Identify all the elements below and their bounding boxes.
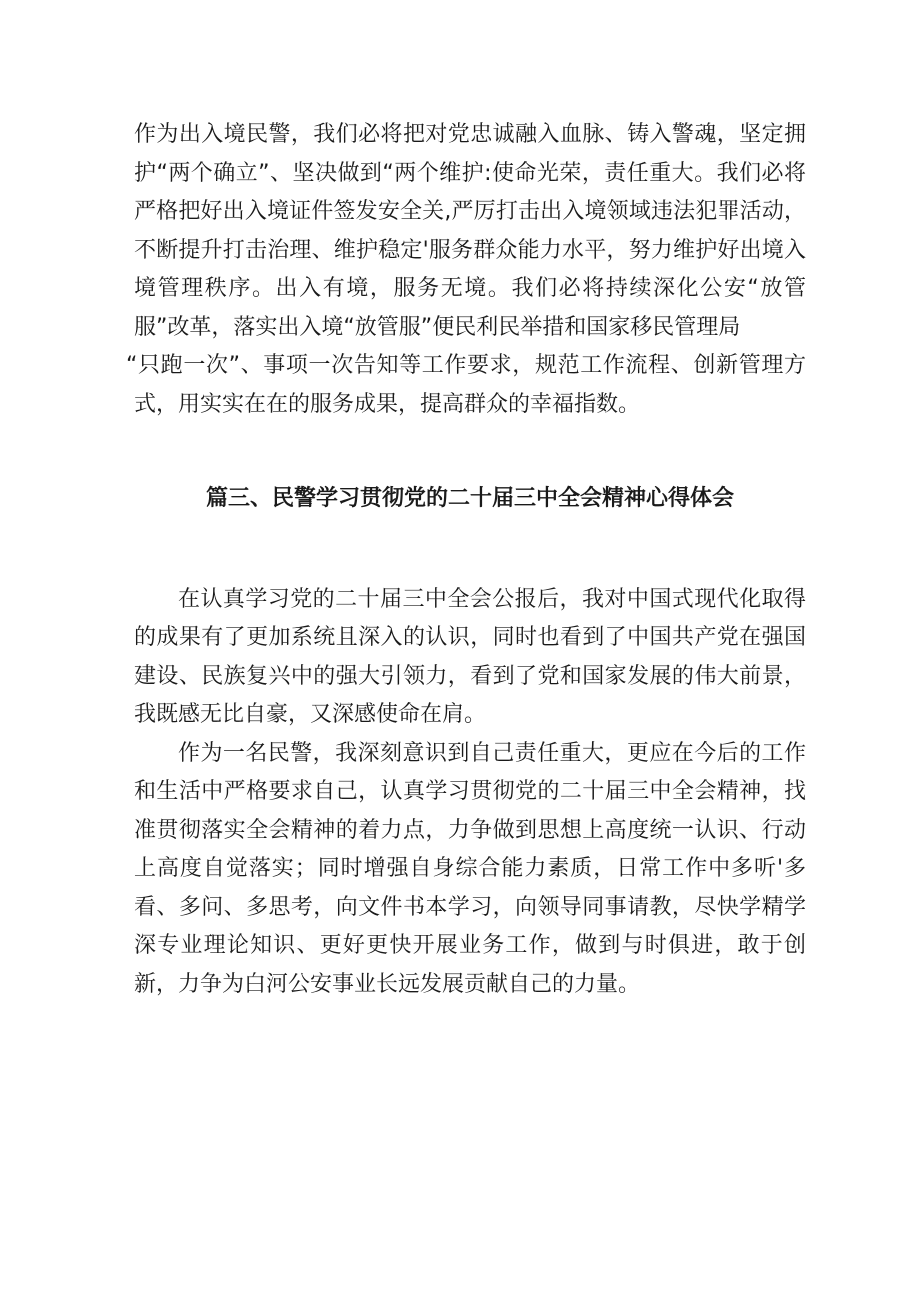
paragraph-police-responsibility: 作为一名民警，我深刻意识到自己责任重大，更应在今后的工作和生活中严格要求自己，认真学习贯彻党的二十届三中全会精神，找准贯彻落实全会精神的着力点，力争做到思想上高度统一认识、行动上高度自觉落实；同时增强自身综合能力素质，日常工作中多听'多看、多问、多思考，向文件书本学习，向领导同事请教，尽快学精学深专业理论知识、更好更快开展业务工作，做到与时俱进，敢于创新，力争为白河公安事业长远发展贡献自己的力量。 — [134, 740, 806, 997]
section-heading: 篇三、民警学习贯彻党的二十届三中全会精神心得体会 — [205, 486, 734, 511]
paragraph-only-run-once: “只跑一次”、事项一次告知等工作要求，规范工作流程、创新管理方式，用实实在在的服务成果，提高群众的幸福指数。 — [126, 353, 806, 417]
paragraph-study-communique: 在认真学习党的二十届三中全会公报后，我对中国式现代化取得的成果有了更加系统且深入的认识，同时也看到了中国共产党在强国建设、民族复兴中的强大引领力，看到了党和国家发展的伟大前景，我既感无比自豪，又深感使命在肩。 — [134, 586, 806, 727]
paragraph-exit-entry-duty: 作为出入境民警，我们必将把对党忠诚融入血脉、铸入警魂，坚定拥护“两个确立”、坚决做到“两个维护:使命光荣，责任重大。我们必将严格把好出入境证件签发安全关,严厉打击出入境领域违法犯罪活动，不断提升打击治理、维护稳定'服务群众能力水平，努力维护好出境入境管理秩序。出入有境，服务无境。我们必将持续深化公安“放管服”改革，落实出入境“放管服”便民利民举措和国家移民管理局 — [134, 122, 806, 340]
document-body — [126, 116, 806, 1004]
